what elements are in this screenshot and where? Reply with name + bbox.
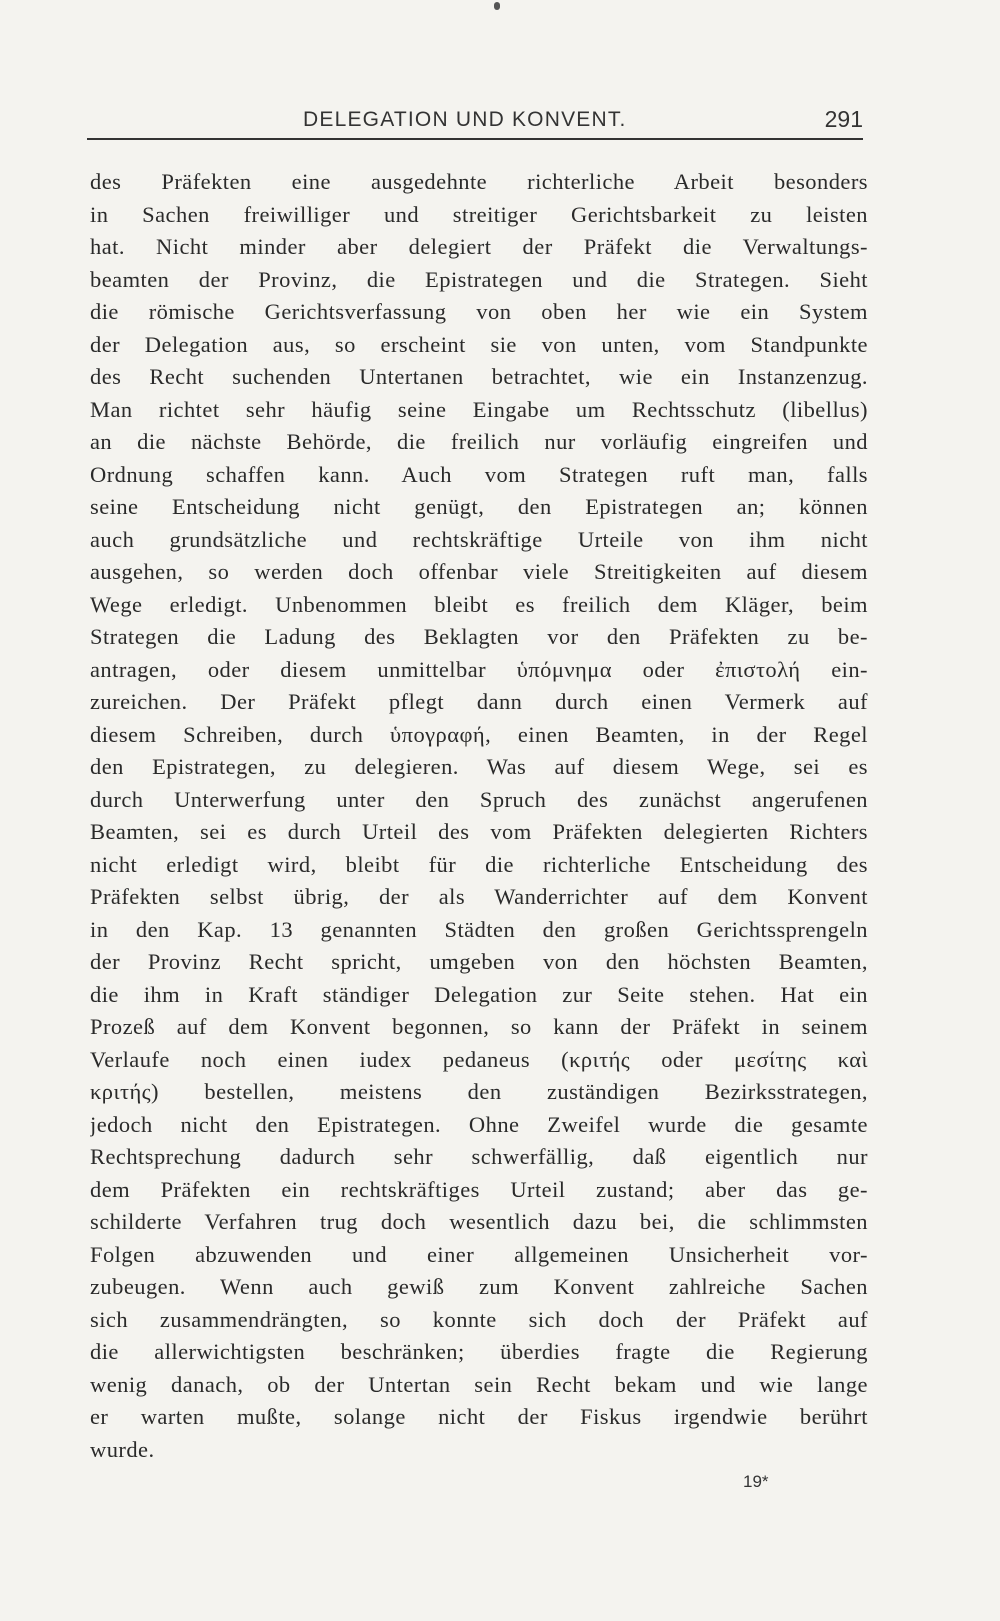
scan-artifact-dot (494, 2, 500, 10)
text-line: die römische Gerichtsverfassung von oben her wie ein System (90, 299, 868, 324)
text-line: Präfekten selbst übrig, der als Wanderrichter auf dem Konvent (90, 884, 868, 909)
page-number: 291 (824, 106, 863, 132)
text-line: seine Entscheidung nicht genügt, den Epistrategen an; können (90, 494, 868, 519)
text-line: der Delegation aus, so erscheint sie von unten, vom Standpunkte (90, 331, 868, 357)
running-header (87, 104, 863, 140)
text-line: auch grundsätzliche und rechtskräftige Urteile von ihm nicht (90, 526, 868, 552)
running-header-title: DELEGATION UND KONVENT. (303, 108, 627, 131)
text-line: Verlaufe noch einen iudex pedaneus (κριτής oder μεσίτης καὶ (90, 1046, 868, 1072)
signature-mark: 19* (743, 1472, 769, 1491)
body-text (90, 166, 868, 1466)
text-line: des Recht suchenden Untertanen betrachtet, wie ein Instanzenzug. (90, 364, 868, 389)
text-line: die allerwichtigsten beschränken; überdies fragte die Regierung (90, 1339, 868, 1364)
text-line: Rechtsprechung dadurch sehr schwerfällig, daß eigentlich nur (90, 1144, 868, 1169)
text-line: der Provinz Recht spricht, umgeben von den höchsten Beamten, (90, 949, 868, 974)
text-line: Prozeß auf dem Konvent begonnen, so kann der Präfekt in seinem (90, 1014, 868, 1039)
text-line: des Präfekten eine ausgedehnte richterliche Arbeit besonders (90, 169, 868, 194)
text-line: in Sachen freiwilliger und streitiger Gerichtsbarkeit zu leisten (90, 201, 868, 227)
text-line: schilderte Verfahren trug doch wesentlich dazu bei, die schlimmsten (90, 1209, 868, 1234)
text-line: Wege erledigt. Unbenommen bleibt es freilich dem Kläger, beim (90, 591, 868, 617)
text-line: durch Unterwerfung unter den Spruch des zunächst angerufenen (90, 786, 868, 812)
text-line: Strategen die Ladung des Beklagten vor den Präfekten zu be- (90, 624, 868, 649)
text-line: jedoch nicht den Epistrategen. Ohne Zweifel wurde die gesamte (90, 1111, 868, 1137)
text-line: hat. Nicht minder aber delegiert der Präfekt die Verwaltungs- (90, 234, 868, 259)
text-line: Beamten, sei es durch Urteil des vom Präfekten delegierten Richters (90, 819, 868, 844)
text-line: diesem Schreiben, durch ὑπογραφή, einen Beamten, in der Regel (90, 721, 868, 747)
text-line: sich zusammendrängten, so konnte sich doch der Präfekt auf (90, 1306, 868, 1332)
text-line: Man richtet sehr häufig seine Eingabe um Rechtsschutz (libellus) (90, 396, 868, 422)
text-line: ausgehen, so werden doch offenbar viele Streitigkeiten auf diesem (90, 559, 868, 584)
text-line: an die nächste Behörde, die freilich nur vorläufig eingreifen und (90, 429, 868, 454)
text-line: Ordnung schaffen kann. Auch vom Strategen ruft man, falls (90, 461, 868, 487)
text-line: zubeugen. Wenn auch gewiß zum Konvent zahlreiche Sachen (90, 1274, 868, 1299)
text-line: zureichen. Der Präfekt pflegt dann durch einen Vermerk auf (90, 689, 868, 714)
text-line: die ihm in Kraft ständiger Delegation zur Seite stehen. Hat ein (90, 981, 868, 1007)
text-line-last: wurde. (90, 1436, 155, 1462)
text-line: nicht erledigt wird, bleibt für die richterliche Entscheidung des (90, 851, 868, 877)
text-line: in den Kap. 13 genannten Städten den großen Gerichtssprengeln (90, 916, 868, 942)
text-line: dem Präfekten ein rechtskräftiges Urteil zustand; aber das ge- (90, 1176, 868, 1202)
text-line: den Epistrategen, zu delegieren. Was auf diesem Wege, sei es (90, 754, 868, 779)
text-line: er warten mußte, solange nicht der Fiskus irgendwie berührt (90, 1404, 868, 1429)
text-line: wenig danach, ob der Untertan sein Recht bekam und wie lange (90, 1371, 868, 1397)
text-line: κριτής) bestellen, meistens den zuständigen Bezirksstrategen, (90, 1079, 868, 1104)
text-line: Folgen abzuwenden und einer allgemeinen Unsicherheit vor- (90, 1241, 868, 1267)
text-line: antragen, oder diesem unmittelbar ὑπόμνημα oder ἐπιστολή ein- (90, 656, 868, 682)
text-line: beamten der Provinz, die Epistrategen und die Strategen. Sieht (90, 266, 868, 292)
